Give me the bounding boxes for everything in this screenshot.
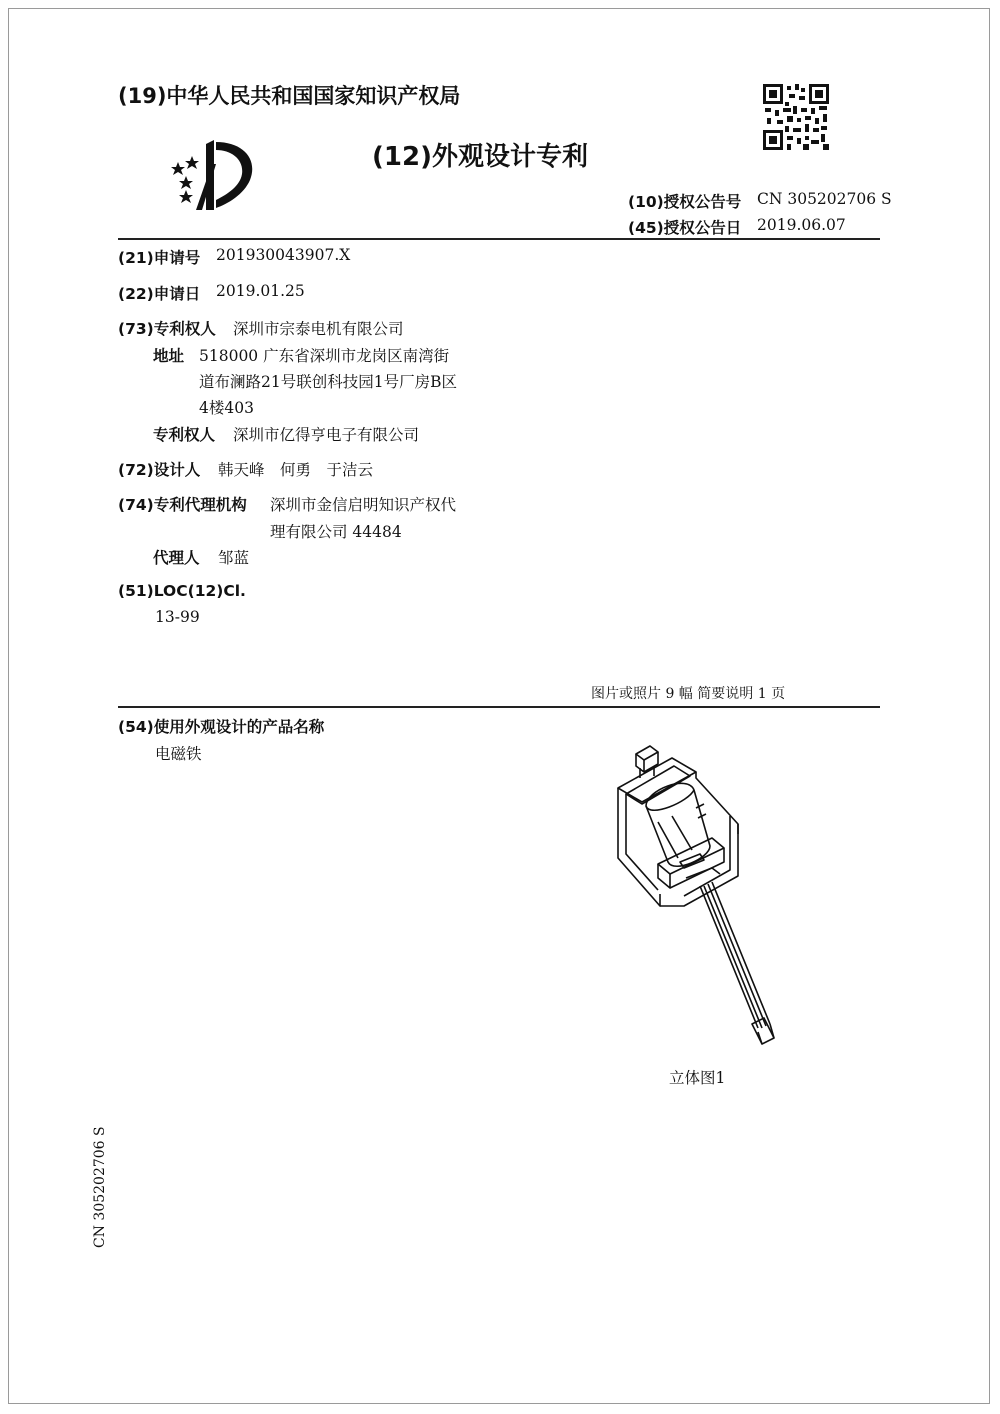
electromagnet-figure — [600, 738, 800, 1058]
star-icon — [179, 190, 193, 203]
patentee1: 深圳市宗泰电机有限公司 — [233, 320, 404, 338]
address-label: 地址 — [153, 347, 185, 365]
star-icon — [179, 176, 193, 189]
agent: 邹蓝 — [218, 549, 250, 567]
grant-pub-no: CN 305202706 S — [757, 190, 892, 208]
patentee2-label: 专利权人 — [153, 426, 216, 444]
agent-label: 代理人 — [153, 549, 200, 567]
address-line2: 道布澜路21号联创科技园1号厂房B区 — [199, 373, 457, 391]
app-no-label: (21)申请号 — [118, 249, 201, 267]
address-line1: 518000 广东省深圳市龙岗区南湾街 — [199, 347, 450, 365]
app-date-label: (22)申请日 — [118, 285, 201, 303]
agency-line2: 理有限公司 44484 — [270, 523, 402, 541]
summary-line: 图片或照片 9 幅 简要说明 1 页 — [591, 686, 786, 702]
designers: 韩天峰 何勇 于洁云 — [218, 461, 374, 479]
agency-label: (74)专利代理机构 — [118, 496, 247, 514]
document-type-title: (12)外观设计专利 — [372, 142, 588, 172]
figure-caption: 立体图1 — [669, 1069, 726, 1087]
product-name: 电磁铁 — [155, 745, 202, 763]
office-name: (19)中华人民共和国国家知识产权局 — [118, 84, 461, 108]
star-icon — [185, 156, 199, 169]
address-line3: 4楼403 — [199, 399, 254, 417]
grant-pub-no-label: (10)授权公告号 — [628, 193, 742, 211]
loc-label: (51)LOC(12)Cl. — [118, 582, 246, 600]
star-icon — [171, 162, 185, 175]
qr-code-icon — [763, 84, 829, 150]
patentee1-label: (73)专利权人 — [118, 320, 216, 338]
loc-value: 13-99 — [155, 608, 200, 626]
section-divider — [118, 706, 880, 708]
patentee2: 深圳市亿得亨电子有限公司 — [233, 426, 420, 444]
app-date: 2019.01.25 — [216, 282, 305, 300]
grant-pub-date-label: (45)授权公告日 — [628, 219, 742, 237]
product-name-label: (54)使用外观设计的产品名称 — [118, 718, 325, 736]
side-doc-number: CN 305202706 S — [92, 1126, 108, 1248]
app-no: 201930043907.X — [216, 246, 351, 264]
grant-pub-date: 2019.06.07 — [757, 216, 846, 234]
agency-line1: 深圳市金信启明知识产权代 — [270, 496, 457, 514]
cnipa-logo — [166, 134, 262, 214]
header-divider — [118, 238, 880, 240]
designer-label: (72)设计人 — [118, 461, 201, 479]
